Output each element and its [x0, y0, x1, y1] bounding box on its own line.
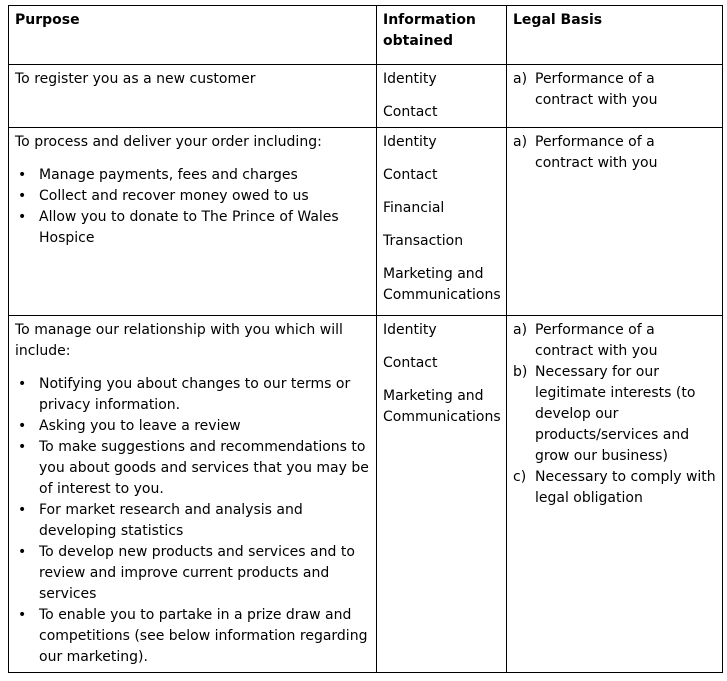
legal-basis-text: Necessary for our legitimate interests (to develop our products/services and grow our business)	[535, 364, 696, 464]
bullet-item	[15, 374, 370, 416]
purpose-cell	[9, 65, 377, 128]
bullet-icon: •	[18, 188, 27, 204]
info-item: Contact	[383, 355, 438, 371]
bullet-text: Manage payments, fees and charges	[39, 167, 298, 183]
table-row	[9, 65, 723, 128]
bullet-icon: •	[18, 376, 27, 392]
information-cell	[377, 128, 507, 316]
bullet-item	[15, 542, 370, 605]
header-information-obtained: Information obtained	[377, 6, 507, 65]
bullet-text: Notifying you about changes to our terms or privacy information.	[39, 376, 351, 413]
info-item: Identity	[383, 134, 437, 150]
table-row	[9, 128, 723, 316]
info-item: Contact	[383, 104, 438, 120]
list-marker: a)	[513, 71, 528, 87]
purpose-cell	[9, 316, 377, 673]
legal-basis-table	[8, 5, 723, 673]
legal-basis-list	[513, 69, 716, 111]
bullet-item	[15, 437, 370, 500]
information-cell	[377, 316, 507, 673]
bullet-text: Collect and recover money owed to us	[39, 188, 309, 204]
legal-basis-text: Performance of a contract with you	[535, 71, 658, 108]
info-item: Transaction	[383, 233, 464, 249]
bullet-icon: •	[18, 607, 27, 623]
legal-basis-list	[513, 132, 716, 174]
bullet-icon: •	[18, 439, 27, 455]
legal-basis-item	[513, 132, 716, 174]
table-header-row	[9, 6, 723, 65]
information-cell	[377, 65, 507, 128]
info-item: Financial	[383, 200, 445, 216]
purpose-bullet-list	[15, 165, 370, 249]
bullet-item	[15, 165, 370, 186]
legal-basis-list	[513, 320, 716, 509]
bullet-icon: •	[18, 167, 27, 183]
bullet-icon: •	[18, 502, 27, 518]
legal-basis-item	[513, 69, 716, 111]
list-marker: a)	[513, 134, 528, 150]
header-purpose: Purpose	[9, 6, 377, 65]
legal-basis-item	[513, 320, 716, 362]
bullet-item	[15, 207, 370, 249]
bullet-item	[15, 500, 370, 542]
info-item: Identity	[383, 71, 437, 87]
list-marker: c)	[513, 469, 527, 485]
bullet-text: To develop new products and services and to review and improve current products and services	[39, 544, 355, 602]
legal-basis-item	[513, 467, 716, 509]
purpose-cell	[9, 128, 377, 316]
header-legal-basis: Legal Basis	[507, 6, 723, 65]
bullet-text: To enable you to partake in a prize draw and competitions (see below information regarding our marketing).	[39, 607, 368, 665]
bullet-text: Asking you to leave a review	[39, 418, 241, 434]
bullet-text: To make suggestions and recommendations to you about goods and services that you may be of interest to you.	[39, 439, 369, 497]
legal-basis-text: Performance of a contract with you	[535, 134, 658, 171]
bullet-icon: •	[18, 418, 27, 434]
bullet-text: Allow you to donate to The Prince of Wales Hospice	[39, 209, 339, 246]
list-marker: b)	[513, 364, 528, 380]
bullet-icon: •	[18, 209, 27, 225]
list-marker: a)	[513, 322, 528, 338]
legal-basis-cell	[507, 128, 723, 316]
bullet-icon: •	[18, 544, 27, 560]
table-row	[9, 316, 723, 673]
legal-basis-text: Necessary to comply with legal obligation	[535, 469, 716, 506]
purpose-bullet-list	[15, 374, 370, 668]
legal-basis-cell	[507, 65, 723, 128]
bullet-item	[15, 605, 370, 668]
purpose-text: To manage our relationship with you which will include:	[15, 322, 343, 359]
legal-basis-item	[513, 362, 716, 467]
bullet-item	[15, 416, 370, 437]
legal-basis-text: Performance of a contract with you	[535, 322, 658, 359]
bullet-item	[15, 186, 370, 207]
purpose-text: To register you as a new customer	[15, 71, 256, 87]
info-item: Identity	[383, 322, 437, 338]
bullet-text: For market research and analysis and developing statistics	[39, 502, 303, 539]
info-item: Marketing and Communications	[383, 266, 501, 303]
purpose-text: To process and deliver your order including:	[15, 134, 322, 150]
info-item: Contact	[383, 167, 438, 183]
info-item: Marketing and Communications	[383, 388, 501, 425]
legal-basis-cell	[507, 316, 723, 673]
